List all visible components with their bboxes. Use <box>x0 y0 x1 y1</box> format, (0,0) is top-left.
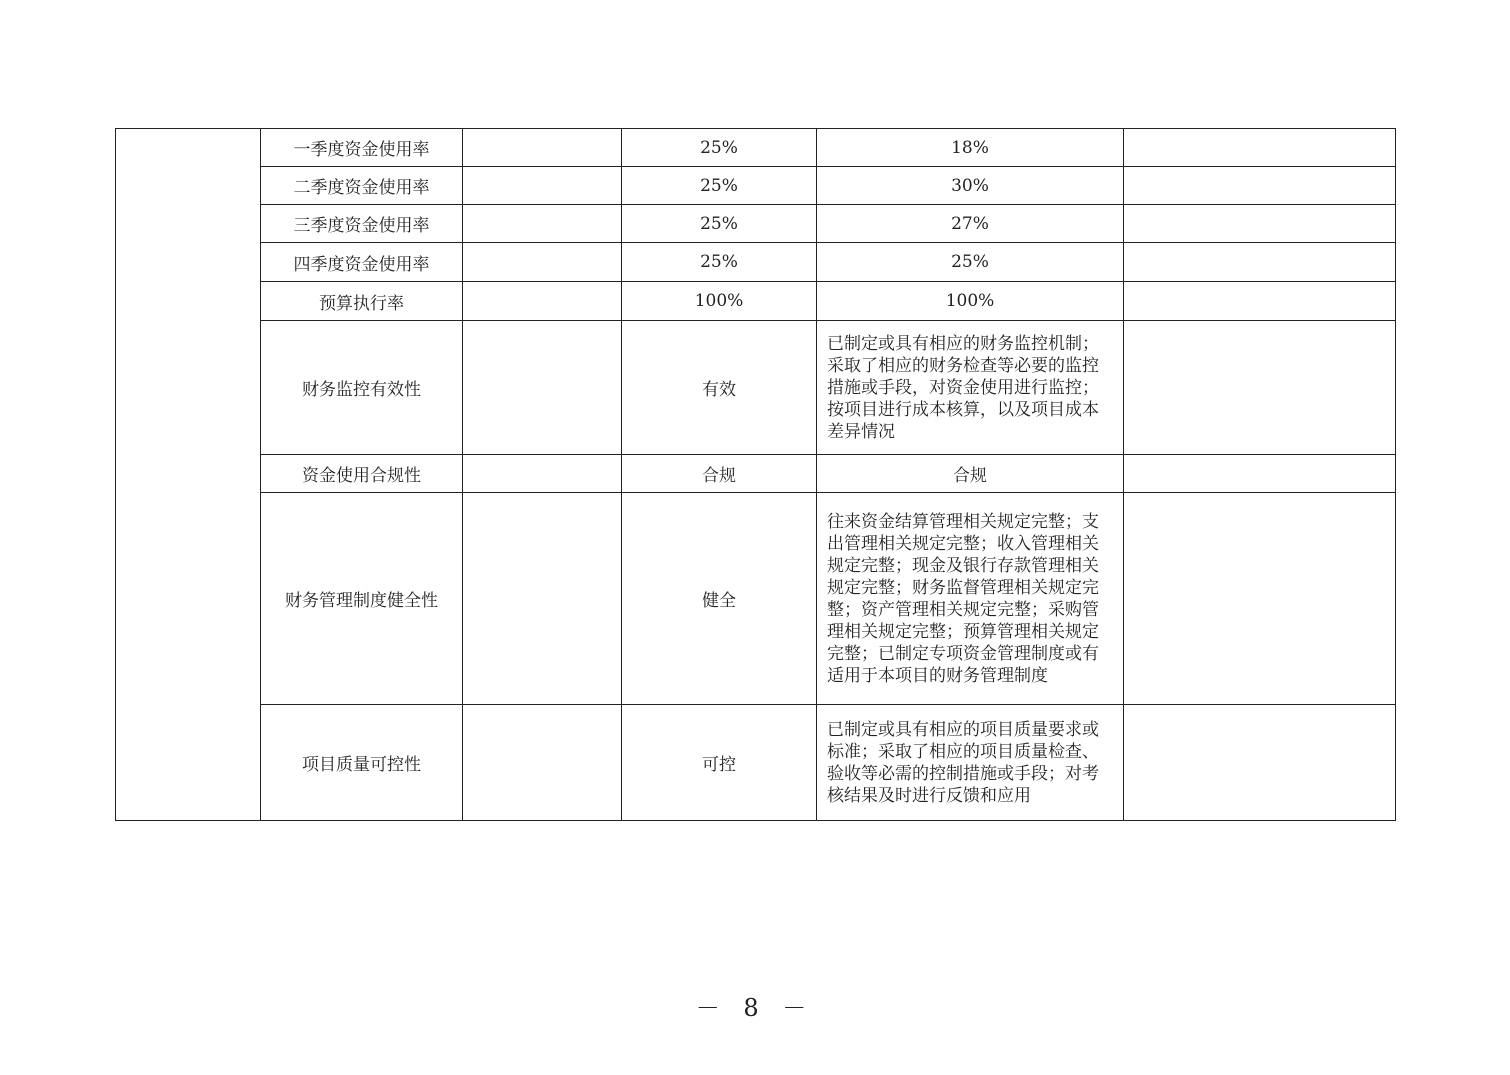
actual-value-cell: 30% <box>817 167 1124 205</box>
actual-value-cell: 27% <box>817 205 1124 243</box>
blank-cell <box>1124 243 1396 282</box>
table-row <box>116 243 1396 282</box>
target-value-cell: 健全 <box>622 493 817 705</box>
indicator-table <box>115 128 1396 821</box>
indicator-name-cell: 项目质量可控性 <box>261 705 463 821</box>
blank-cell <box>463 243 622 282</box>
table-row <box>116 493 1396 705</box>
blank-cell <box>463 282 622 321</box>
blank-cell <box>463 167 622 205</box>
target-value-cell: 合规 <box>622 455 817 493</box>
indicator-name-cell: 一季度资金使用率 <box>261 129 463 167</box>
blank-cell <box>1124 129 1396 167</box>
actual-value-cell: 25% <box>817 243 1124 282</box>
target-value-cell: 100% <box>622 282 817 321</box>
actual-value-cell: 100% <box>817 282 1124 321</box>
indicator-name-cell: 二季度资金使用率 <box>261 167 463 205</box>
target-value-cell: 25% <box>622 243 817 282</box>
blank-cell <box>1124 321 1396 455</box>
blank-cell <box>463 129 622 167</box>
table-row <box>116 167 1396 205</box>
table-row <box>116 205 1396 243</box>
indicator-name-cell: 三季度资金使用率 <box>261 205 463 243</box>
blank-cell <box>1124 705 1396 821</box>
target-value-cell: 可控 <box>622 705 817 821</box>
target-value-cell: 25% <box>622 129 817 167</box>
table-row <box>116 321 1396 455</box>
blank-cell <box>1124 455 1396 493</box>
blank-cell <box>463 321 622 455</box>
actual-description-cell: 已制定或具有相应的项目质量要求或标准；采取了相应的项目质量检查、验收等必需的控制措施或手段；对考核结果及时进行反馈和应用 <box>817 705 1124 821</box>
indicator-name-cell: 资金使用合规性 <box>261 455 463 493</box>
actual-value-cell: 18% <box>817 129 1124 167</box>
blank-cell <box>1124 493 1396 705</box>
indicator-name-cell: 财务管理制度健全性 <box>261 493 463 705</box>
blank-cell <box>1124 205 1396 243</box>
table-row <box>116 705 1396 821</box>
indicator-name-cell: 预算执行率 <box>261 282 463 321</box>
page-number: － 8 － <box>695 994 815 1022</box>
blank-cell <box>463 493 622 705</box>
table-row <box>116 129 1396 167</box>
blank-cell <box>463 455 622 493</box>
actual-description-cell: 往来资金结算管理相关规定完整；支出管理相关规定完整；收入管理相关规定完整；现金及银行存款管理相关规定完整；财务监督管理相关规定完整；资产管理相关规定完整；采购管理相关规定完整；预算管理相关规定完整；已制定专项资金管理制度或有适用于本项目的财务管理制度 <box>817 493 1124 705</box>
blank-cell <box>463 705 622 821</box>
indicator-name-cell: 四季度资金使用率 <box>261 243 463 282</box>
blank-cell <box>1124 282 1396 321</box>
table-row <box>116 455 1396 493</box>
target-value-cell: 有效 <box>622 321 817 455</box>
table-row <box>116 282 1396 321</box>
blank-cell <box>1124 167 1396 205</box>
indicator-name-cell: 财务监控有效性 <box>261 321 463 455</box>
blank-cell <box>463 205 622 243</box>
target-value-cell: 25% <box>622 205 817 243</box>
target-value-cell: 25% <box>622 167 817 205</box>
actual-description-cell: 已制定或具有相应的财务监控机制；采取了相应的财务检查等必要的监控措施或手段，对资金使用进行监控；按项目进行成本核算，以及项目成本差异情况 <box>817 321 1124 455</box>
actual-value-cell: 合规 <box>817 455 1124 493</box>
merged-category-cell <box>116 129 261 821</box>
